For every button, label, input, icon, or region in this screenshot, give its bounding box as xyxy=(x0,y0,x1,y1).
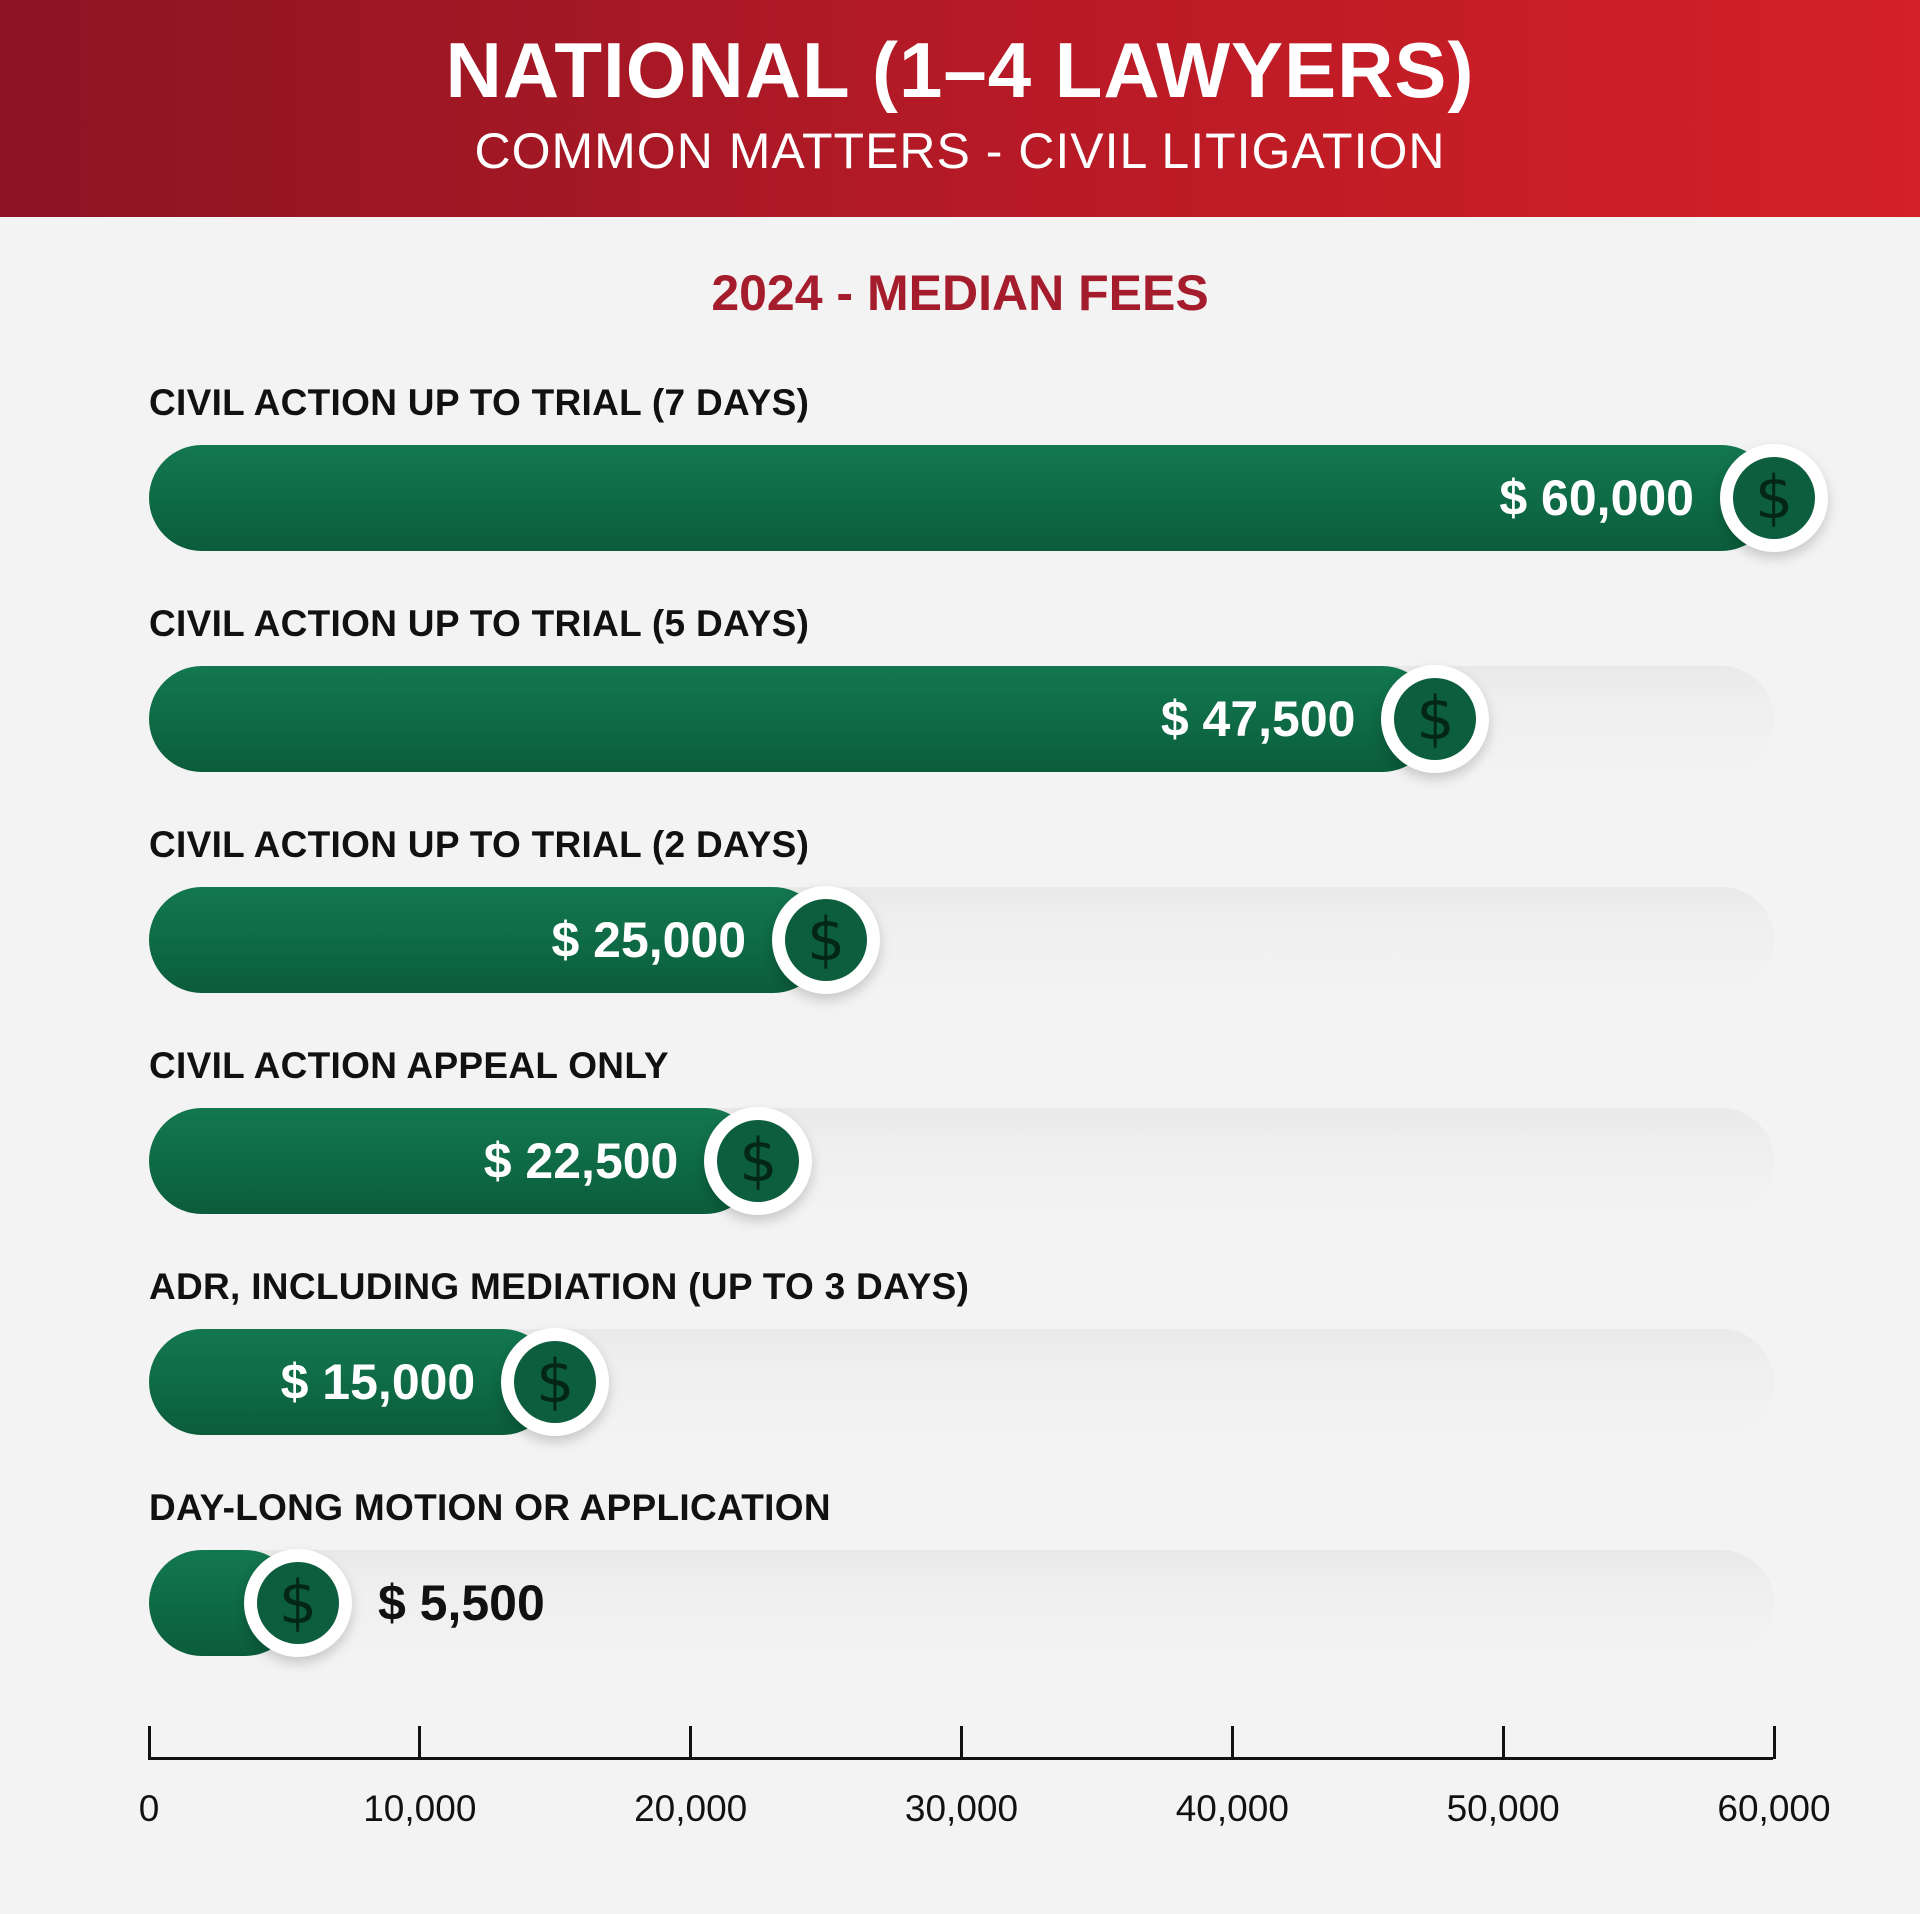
data-label: $ 47,500 xyxy=(1160,691,1356,747)
bar-end-knob xyxy=(1720,444,1828,552)
dollar-icon: $ xyxy=(717,1120,799,1202)
bar-end-knob xyxy=(772,886,880,994)
data-label: $ 60,000 xyxy=(1499,470,1694,526)
x-tick-label: 0 xyxy=(138,1788,160,1829)
chart-title: 2024 - MEDIAN FEES xyxy=(711,265,1209,321)
dollar-icon: $ xyxy=(1733,457,1815,539)
header-banner xyxy=(0,0,1920,217)
data-label: $ 15,000 xyxy=(280,1354,476,1410)
category-label: CIVIL ACTION UP TO TRIAL (2 DAYS) xyxy=(149,824,810,865)
category-label: CIVIL ACTION UP TO TRIAL (5 DAYS) xyxy=(149,603,810,644)
x-tick-label: 10,000 xyxy=(363,1788,477,1829)
x-tick xyxy=(1773,1726,1776,1759)
dollar-icon: $ xyxy=(514,1341,596,1423)
bar-end-knob xyxy=(1381,665,1489,773)
category-label: DAY-LONG MOTION OR APPLICATION xyxy=(149,1487,831,1528)
x-tick-label: 20,000 xyxy=(634,1788,748,1829)
x-tick xyxy=(689,1726,692,1759)
bar-end-knob xyxy=(501,1328,609,1436)
x-tick-label: 50,000 xyxy=(1446,1788,1560,1829)
data-label: $ 5,500 xyxy=(377,1575,545,1631)
x-tick-label: 40,000 xyxy=(1175,1788,1289,1829)
x-tick xyxy=(1231,1726,1234,1759)
x-tick xyxy=(148,1726,151,1759)
dollar-icon: $ xyxy=(1394,678,1476,760)
x-tick xyxy=(1502,1726,1505,1759)
x-tick-label: 60,000 xyxy=(1717,1788,1831,1829)
x-tick xyxy=(418,1726,421,1759)
data-label: $ 25,000 xyxy=(551,912,747,968)
category-label: CIVIL ACTION APPEAL ONLY xyxy=(149,1045,669,1086)
dollar-icon: $ xyxy=(785,899,867,981)
category-label: ADR, INCLUDING MEDIATION (UP TO 3 DAYS) xyxy=(149,1266,970,1307)
x-tick-label: 30,000 xyxy=(904,1788,1019,1829)
data-label: $ 22,500 xyxy=(483,1133,679,1189)
page-title: NATIONAL (1–4 LAWYERS) xyxy=(445,26,1475,114)
bar-end-knob xyxy=(704,1107,812,1215)
x-tick xyxy=(960,1726,963,1759)
page-subtitle: COMMON MATTERS - CIVIL LITIGATION xyxy=(474,123,1446,179)
bar-end-knob xyxy=(244,1549,352,1657)
dollar-icon: $ xyxy=(257,1562,339,1644)
category-label: CIVIL ACTION UP TO TRIAL (7 DAYS) xyxy=(149,382,810,423)
